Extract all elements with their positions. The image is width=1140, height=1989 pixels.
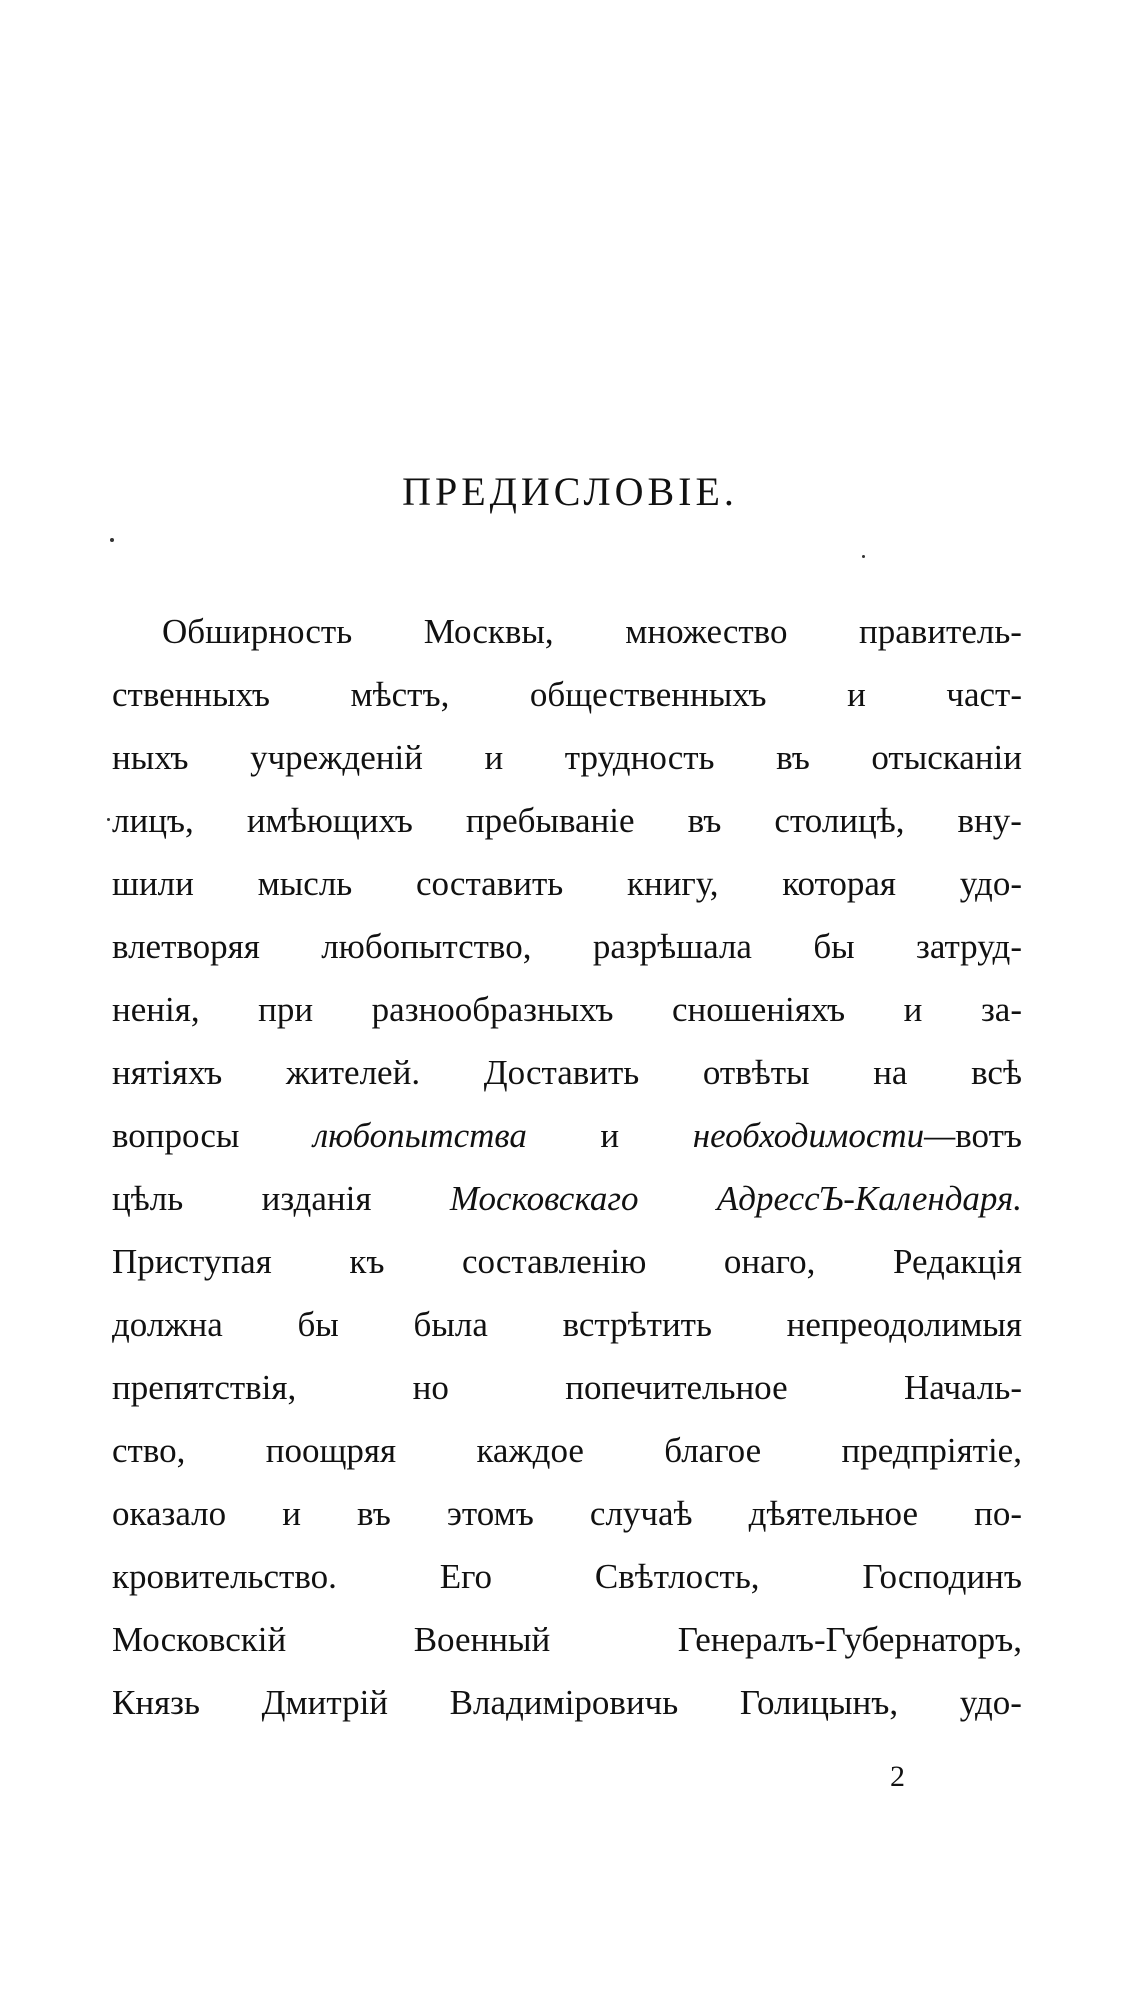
word: въ <box>776 738 810 777</box>
italic-word: АдрессЪ-Календаря. <box>716 1179 1022 1218</box>
word: учрежденій <box>250 738 423 777</box>
word: удо- <box>959 1683 1022 1722</box>
word: препятствія, <box>112 1368 297 1407</box>
text-line <box>112 1482 1022 1545</box>
word: предпріятіе, <box>841 1431 1022 1470</box>
word: жителей. <box>285 1053 421 1092</box>
word: Свѣтлость, <box>594 1557 760 1596</box>
word: мысль <box>257 864 353 903</box>
text-line <box>112 1230 1022 1293</box>
word: попечительное <box>565 1368 788 1407</box>
word: отысканіи <box>871 738 1022 777</box>
word: и <box>484 738 504 777</box>
word: книгу, <box>626 864 719 903</box>
word: ненія, <box>112 990 200 1029</box>
word: мѣстъ, <box>350 675 450 714</box>
text-line <box>112 1356 1022 1419</box>
word: общественныхъ <box>529 675 767 714</box>
word: Москвы, <box>423 612 554 651</box>
word: къ <box>349 1242 385 1281</box>
word: лицъ, <box>112 801 194 840</box>
word: ныхъ <box>112 738 189 777</box>
word: которая <box>782 864 896 903</box>
word: была <box>413 1305 488 1344</box>
word: въ <box>357 1494 391 1533</box>
word: и <box>847 675 866 714</box>
word: сношеніяхъ <box>672 990 846 1029</box>
word: поощряя <box>265 1431 397 1470</box>
word: разрѣшала <box>592 927 752 966</box>
word: вну- <box>957 801 1022 840</box>
word: пребываніе <box>465 801 635 840</box>
preface-body <box>112 600 1022 1734</box>
word: но <box>412 1368 449 1407</box>
ink-speck <box>107 818 110 821</box>
word: Обширность <box>162 612 353 651</box>
word: кровительство. <box>112 1557 337 1596</box>
text-line <box>112 789 1022 852</box>
preface-heading: ПРЕДИСЛОВІЕ. <box>402 469 738 514</box>
word: столицѣ, <box>774 801 905 840</box>
word: правитель- <box>859 612 1022 651</box>
text-line <box>112 1104 1022 1167</box>
word: составить <box>416 864 564 903</box>
word: Редакція <box>892 1242 1022 1281</box>
word: встрѣтить <box>562 1305 712 1344</box>
text-line <box>112 1671 1022 1734</box>
word: онаго, <box>723 1242 816 1281</box>
word: каждое <box>476 1431 584 1470</box>
italic-word: необходимости— <box>692 1116 956 1155</box>
word: Военный <box>413 1620 551 1659</box>
word: цѣль <box>112 1179 184 1218</box>
word: ство, <box>112 1431 186 1470</box>
word: отвѣты <box>702 1053 810 1092</box>
word: трудность <box>564 738 715 777</box>
ink-speck <box>110 538 114 542</box>
italic-word: любопытства <box>313 1116 527 1155</box>
word: любопытство, <box>321 927 532 966</box>
word: и <box>282 1494 301 1533</box>
word: Владиміровичь <box>449 1683 679 1722</box>
word: должна <box>112 1305 223 1344</box>
word: и <box>903 990 923 1029</box>
text-line <box>112 915 1022 978</box>
text-line <box>112 978 1022 1041</box>
word: бы <box>297 1305 339 1344</box>
word: разнообразныхъ <box>371 990 614 1029</box>
word: ственныхъ <box>112 675 270 714</box>
page-signature-mark: 2 <box>890 1760 905 1793</box>
text-line <box>112 1419 1022 1482</box>
word: оказало <box>112 1494 227 1533</box>
word: Московскій <box>112 1620 287 1659</box>
word: нятіяхъ <box>112 1053 223 1092</box>
word: шили <box>112 864 194 903</box>
word: Генералъ-Губернаторъ, <box>677 1620 1022 1659</box>
word: Приступая <box>112 1242 272 1281</box>
word: множество <box>625 612 788 651</box>
word: на <box>873 1053 908 1092</box>
word: Господинъ <box>862 1557 1022 1596</box>
word: удо- <box>959 864 1022 903</box>
word: и <box>600 1116 620 1155</box>
word: въ <box>687 801 722 840</box>
word: Князь <box>112 1683 200 1722</box>
text-line <box>112 852 1022 915</box>
word: бы <box>813 927 855 966</box>
word: влетворяя <box>112 927 260 966</box>
word: дѣятельное <box>748 1494 919 1533</box>
ink-speck <box>862 555 865 558</box>
word: част- <box>946 675 1022 714</box>
word: Его <box>439 1557 493 1596</box>
text-line <box>112 726 1022 789</box>
text-line <box>112 1167 1022 1230</box>
word: случаѣ <box>589 1494 693 1533</box>
word: всѣ <box>971 1053 1022 1092</box>
word: по- <box>974 1494 1022 1533</box>
word: Голицынъ, <box>739 1683 899 1722</box>
word: затруд- <box>916 927 1022 966</box>
text-line <box>112 1293 1022 1356</box>
word: изданія <box>261 1179 372 1218</box>
text-line <box>112 1545 1022 1608</box>
word: Началь- <box>904 1368 1022 1407</box>
word: Дмитрій <box>261 1683 389 1722</box>
word: составленію <box>461 1242 647 1281</box>
word: благое <box>664 1431 762 1470</box>
word: вотъ <box>955 1116 1022 1155</box>
word: этомъ <box>446 1494 534 1533</box>
text-line <box>112 1608 1022 1671</box>
word: за- <box>980 990 1022 1029</box>
word: Доставить <box>483 1053 640 1092</box>
text-line <box>112 600 1022 663</box>
text-line <box>112 1041 1022 1104</box>
word: вопросы <box>112 1116 240 1155</box>
word: имѣющихъ <box>246 801 413 840</box>
word: при <box>258 990 314 1029</box>
text-line <box>112 663 1022 726</box>
word: непреодолимыя <box>786 1305 1022 1344</box>
italic-word: Московскаго <box>449 1179 639 1218</box>
